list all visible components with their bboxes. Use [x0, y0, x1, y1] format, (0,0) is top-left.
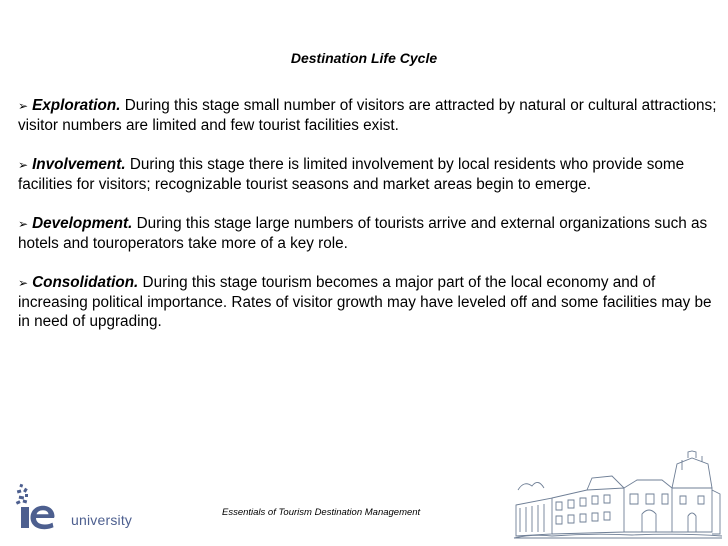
stage-exploration: [18, 96, 718, 136]
stage-description: During this stage tourism becomes a major part of the local economy and of increasing political importance. Rates of visitor growth may have leveled off and some facilities may be in need of upgrading.: [18, 273, 712, 331]
logo-mark: [21, 506, 55, 529]
stage-consolidation: [18, 273, 718, 332]
stage-term: Development.: [32, 214, 133, 232]
footer-caption: Essentials of Tourism Destination Management: [222, 507, 421, 518]
arrow-bullet-icon: ➢: [18, 157, 29, 172]
stage-term: Consolidation.: [32, 273, 139, 291]
page-title: Destination Life Cycle: [290, 50, 438, 66]
stage-involvement: [18, 155, 718, 195]
stage-list: [18, 96, 718, 351]
logo-figure-icon: [16, 484, 28, 505]
stage-description: During this stage large numbers of tourists arrive and external organizations such as hotels and touroperators take more of a key role.: [18, 214, 708, 253]
stage-development: [18, 214, 718, 254]
stage-term: Involvement.: [32, 155, 126, 173]
logo-wordmark: university: [71, 512, 133, 528]
stage-term: Exploration.: [32, 97, 121, 114]
arrow-bullet-icon: ➢: [18, 99, 29, 113]
building-sketch-illustration: [512, 450, 724, 540]
arrow-bullet-icon: ➢: [18, 216, 29, 231]
arrow-bullet-icon: ➢: [18, 275, 29, 290]
stage-description: During this stage small number of visitors are attracted by natural or cultural attractions; visitor numbers are limited and few tourist facilities exist.: [18, 97, 717, 135]
stage-description: During this stage there is limited involvement by local residents who provide some facilities for visitors; recognizable tourist seasons and market areas begin to emerge.: [18, 155, 685, 194]
